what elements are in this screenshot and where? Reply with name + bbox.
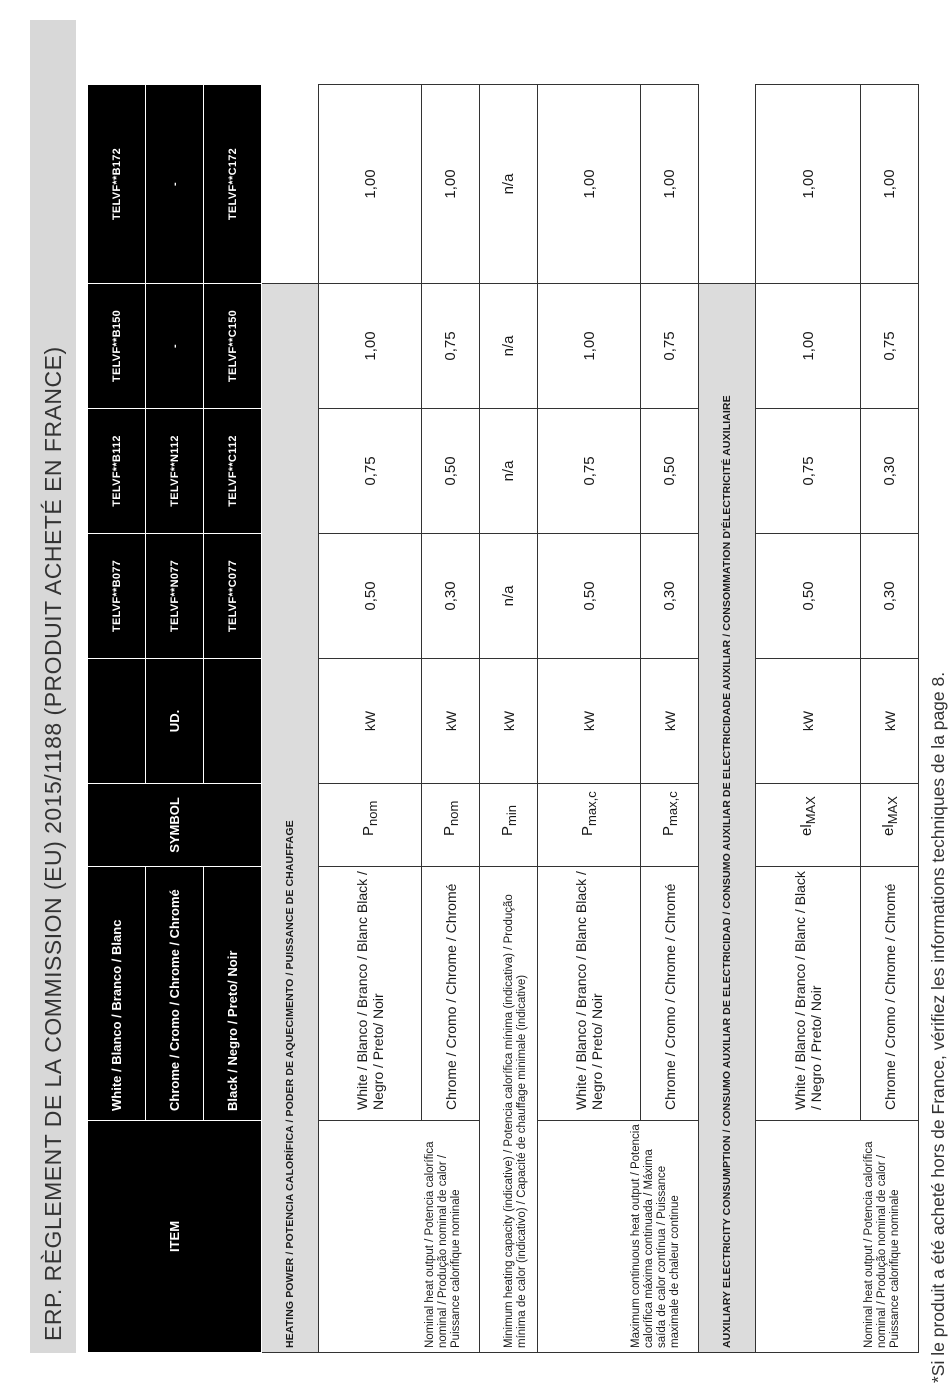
header-model: TELVF**B172 [88,85,146,284]
row-symbol: $el_{MAX}$ [756,783,861,866]
row-color: Chrome / Cromo / Chrome / Chromé [422,866,480,1120]
value-cell: 0,50 [756,533,861,658]
row-symbol: $P_{max,c}$ [641,783,699,866]
header-color-chrome: Chrome / Cromo / Chrome / Chromé [146,866,204,1120]
row-color: Chrome / Cromo / Chrome / Chromé [641,866,699,1120]
row-label-minimum: Minimum heating capacity (indicative) / Potencia calorífica mínima (indicativa) / Produção mínima de calor (indicativo) / Capacité de chauffage minimale (indicative) [480,866,538,1352]
value-cell: 1,00 [756,283,861,408]
value-cell: 1,00 [422,85,480,284]
header-model: TELVF**C077 [204,533,262,658]
header-model: TELVF**C172 [204,85,262,284]
page-title: ERP. RÈGLEMENT DE LA COMMISSION (EU) 2015/1188 (PRODUIT ACHETÉ EN FRANCE) [40,346,66,1341]
value-cell: 0,50 [538,533,641,658]
value-cell: 1,00 [861,85,919,284]
section-heating: HEATING POWER / POTENCIA CALORÍFICA / PODER DE AQUECIMENTO / PUISSANCE DE CHAUFFAGE [262,283,319,1352]
row-symbol: $P_{min}$ [480,783,538,866]
row-symbol: $P_{nom}$ [319,783,422,866]
header-color-black: Black / Negro / Preto/ Noir [204,866,262,1120]
header-unit-spacer [88,658,146,783]
row-label-nominal: Nominal heat output / Potencia calorífica nominal / Produção nominal de calor / Puissance calorifique nominale [319,1121,480,1353]
value-cell: 0,50 [641,408,699,533]
row-color: Chrome / Cromo / Chrome / Chromé [861,866,919,1120]
value-cell: 0,75 [861,283,919,408]
header-model: - [146,283,204,408]
header-item: ITEM [88,1121,262,1353]
row-color: White / Blanco / Branco / Blanc Black / Negro / Preto/ Noir [319,866,422,1120]
row-symbol: $P_{max,c}$ [538,783,641,866]
header-model: TELVF**N077 [146,533,204,658]
header-model: - [146,85,204,284]
row-unit: kW [422,658,480,783]
row-symbol: $el_{MAX}$ [861,783,919,866]
value-cell: n/a [480,533,538,658]
value-cell: 1,00 [538,85,641,284]
header-symbol: SYMBOL [88,783,262,866]
header-model: TELVF**B112 [88,408,146,533]
header-model: TELVF**C150 [204,283,262,408]
row-unit: kW [641,658,699,783]
row-color: White / Blanco / Branco / Blanc Black / Negro / Preto/ Noir [538,866,641,1120]
row-unit: kW [756,658,861,783]
value-cell: 0,75 [422,283,480,408]
value-cell: 0,30 [641,533,699,658]
value-cell: 1,00 [641,85,699,284]
value-cell: n/a [480,283,538,408]
erp-table [87,84,919,1353]
row-label-aux: Nominal heat output / Potencia calorífica nominal / Produção nominal de calor / Puissance calorifique nominale [756,1121,919,1353]
value-cell: 1,00 [756,85,861,284]
row-unit: kW [480,658,538,783]
row-color: White / Blanco / Branco / Blanc / Black / Negro / Preto/ Noir [756,866,861,1120]
value-cell: n/a [480,85,538,284]
value-cell: 0,75 [641,283,699,408]
value-cell: 0,75 [319,408,422,533]
value-cell: 1,00 [319,283,422,408]
footnote: *Si le produit a été acheté hors de France, vérifiez les informations techniques de la page 8. [928,671,948,1383]
value-cell: 1,00 [538,283,641,408]
row-symbol: $P_{nom}$ [422,783,480,866]
value-cell: 0,50 [319,533,422,658]
row-unit: kW [319,658,422,783]
value-cell: 0,30 [861,533,919,658]
value-cell: 0,75 [538,408,641,533]
value-cell: 1,00 [319,85,422,284]
value-cell: 0,50 [422,408,480,533]
header-model: TELVF**B150 [88,283,146,408]
header-unit-spacer [204,658,262,783]
value-cell: 0,30 [422,533,480,658]
header-unit: UD. [146,658,204,783]
row-unit: kW [538,658,641,783]
value-cell: 0,30 [861,408,919,533]
header-color-white: White / Blanco / Branco / Blanc [88,866,146,1120]
value-cell: 0,75 [756,408,861,533]
header-model: TELVF**C112 [204,408,262,533]
header-model: TELVF**N112 [146,408,204,533]
header-model: TELVF**B077 [88,533,146,658]
value-cell: n/a [480,408,538,533]
row-unit: kW [861,658,919,783]
row-label-maximum: Maximum continuous heat output / Potencia calorífica máxima continuada / Máxima saída de calor contínua / Puissance maximale de chaleur continue [538,1121,699,1353]
section-auxiliary: AUXILIARY ELECTRICITY CONSUMPTION / CONSUMO AUXILIAR DE ELECTRICIDAD / CONSUMO AUXILIAR DE ELECTRICIDADE AUXILIAR / CONSOMMATION D'ÉLECTRICITÉ AUXILIAIRE [699,283,756,1352]
